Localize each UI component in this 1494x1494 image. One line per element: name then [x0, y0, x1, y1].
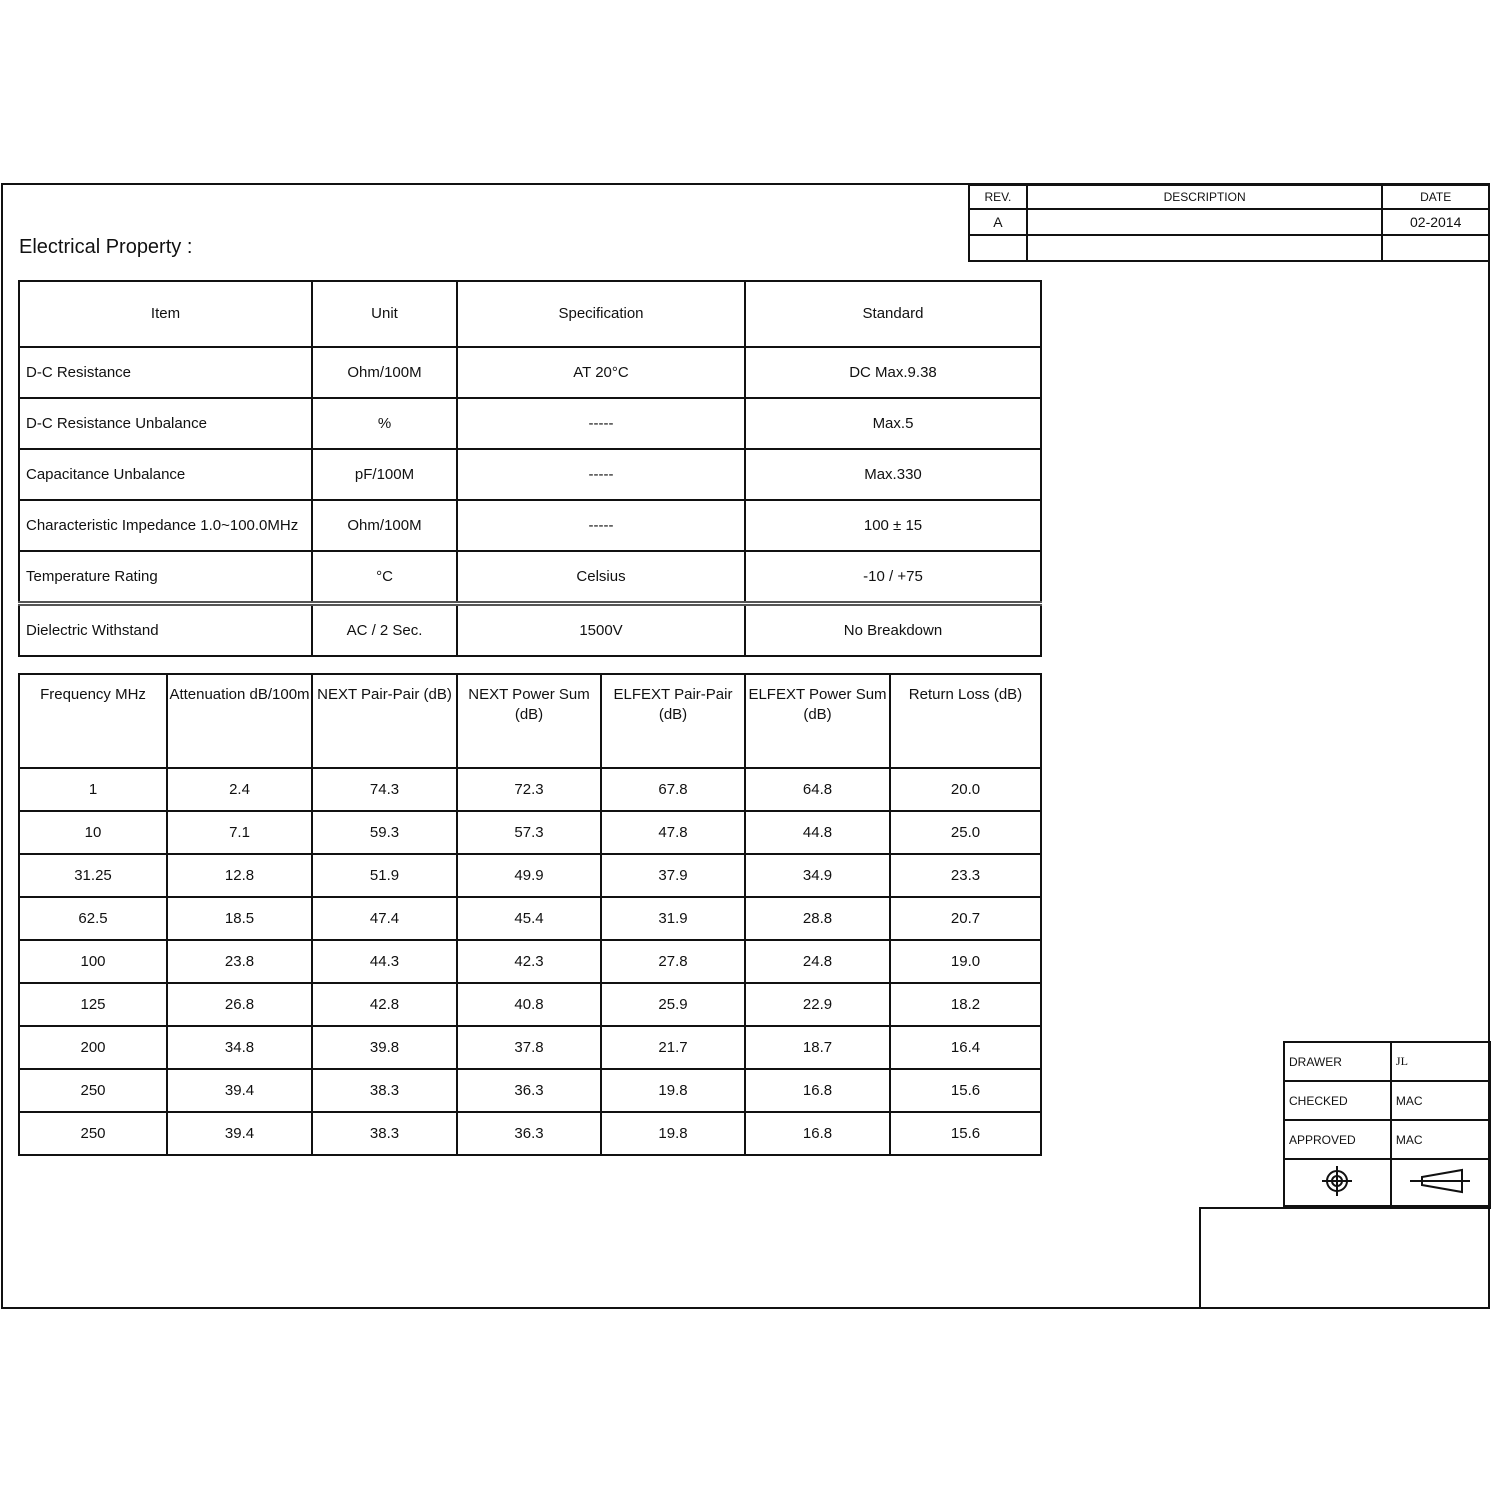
electrical-property-table	[18, 280, 1042, 657]
description-value	[1027, 209, 1383, 235]
unit-header: Unit	[312, 281, 457, 347]
standard-cell: -10 / +75	[745, 551, 1041, 604]
approved-label: APPROVED	[1284, 1120, 1391, 1159]
standard-cell: DC Max.9.38	[745, 347, 1041, 398]
unit-cell: %	[312, 398, 457, 449]
spec-cell: AT 20°C	[457, 347, 745, 398]
spec-cell: -----	[457, 500, 745, 551]
item-header: Item	[19, 281, 312, 347]
date-value	[1382, 235, 1489, 261]
elfext-pair-header: ELFEXT Pair-Pair (dB)	[601, 674, 745, 768]
table-cell: 38.3	[312, 1069, 457, 1112]
table-cell: 39.4	[167, 1112, 312, 1155]
item-cell: D-C Resistance Unbalance	[19, 398, 312, 449]
table-cell: 57.3	[457, 811, 601, 854]
table-cell: 20.0	[890, 768, 1041, 811]
projection-target-icon	[1284, 1159, 1391, 1206]
table-cell: 22.9	[745, 983, 890, 1026]
table-cell: 25.0	[890, 811, 1041, 854]
table-row	[19, 449, 1041, 500]
drawer-label: DRAWER	[1284, 1042, 1391, 1081]
attenuation-header: Attenuation dB/100m	[167, 674, 312, 768]
table-cell: 38.3	[312, 1112, 457, 1155]
checked-name: MAC	[1391, 1081, 1490, 1120]
unit-cell: Ohm/100M	[312, 500, 457, 551]
table-cell: 42.8	[312, 983, 457, 1026]
rev-value: A	[969, 209, 1027, 235]
table-cell: 47.4	[312, 897, 457, 940]
item-cell: D-C Resistance	[19, 347, 312, 398]
unit-cell: °C	[312, 551, 457, 604]
table-cell: 49.9	[457, 854, 601, 897]
item-cell: Capacitance Unbalance	[19, 449, 312, 500]
taper-projection-icon	[1391, 1159, 1490, 1206]
item-cell: Dielectric Withstand	[19, 604, 312, 657]
table-cell: 37.8	[457, 1026, 601, 1069]
frequency-header: Frequency MHz	[19, 674, 167, 768]
table-cell: 36.3	[457, 1069, 601, 1112]
date-header: DATE	[1382, 185, 1489, 209]
table-cell: 23.8	[167, 940, 312, 983]
table-cell: 18.7	[745, 1026, 890, 1069]
unit-cell: pF/100M	[312, 449, 457, 500]
table-cell: 39.8	[312, 1026, 457, 1069]
table-cell: 34.8	[167, 1026, 312, 1069]
table-row	[19, 1069, 1041, 1112]
table-cell: 19.0	[890, 940, 1041, 983]
table-cell: 7.1	[167, 811, 312, 854]
table-row	[19, 897, 1041, 940]
standard-cell: No Breakdown	[745, 604, 1041, 657]
table-row	[19, 604, 1041, 657]
table-cell: 47.8	[601, 811, 745, 854]
table-cell: 44.8	[745, 811, 890, 854]
next-pair-header: NEXT Pair-Pair (dB)	[312, 674, 457, 768]
next-power-sum-header: NEXT Power Sum (dB)	[457, 674, 601, 768]
description-header: DESCRIPTION	[1027, 185, 1383, 209]
table-cell: 16.8	[745, 1069, 890, 1112]
revision-block	[968, 184, 1490, 262]
table-cell: 72.3	[457, 768, 601, 811]
description-value	[1027, 235, 1383, 261]
table-cell: 16.4	[890, 1026, 1041, 1069]
checked-label: CHECKED	[1284, 1081, 1391, 1120]
table-cell: 34.9	[745, 854, 890, 897]
table-row	[19, 500, 1041, 551]
table-cell: 200	[19, 1026, 167, 1069]
table-cell: 250	[19, 1112, 167, 1155]
table-cell: 23.3	[890, 854, 1041, 897]
spec-cell: -----	[457, 449, 745, 500]
rev-value	[969, 235, 1027, 261]
standard-header: Standard	[745, 281, 1041, 347]
elfext-power-sum-header: ELFEXT Power Sum (dB)	[745, 674, 890, 768]
table-cell: 36.3	[457, 1112, 601, 1155]
table-cell: 67.8	[601, 768, 745, 811]
table-cell: 19.8	[601, 1112, 745, 1155]
table-cell: 74.3	[312, 768, 457, 811]
table-cell: 62.5	[19, 897, 167, 940]
table-cell: 125	[19, 983, 167, 1026]
table-row	[19, 1112, 1041, 1155]
table-cell: 25.9	[601, 983, 745, 1026]
drawer-name: JL	[1391, 1042, 1490, 1081]
table-row	[19, 854, 1041, 897]
table-row	[19, 811, 1041, 854]
table-cell: 26.8	[167, 983, 312, 1026]
page-title: Electrical Property :	[19, 236, 193, 258]
table-cell: 51.9	[312, 854, 457, 897]
standard-cell: 100 ± 15	[745, 500, 1041, 551]
return-loss-header: Return Loss (dB)	[890, 674, 1041, 768]
title-box	[1199, 1207, 1491, 1309]
unit-cell: AC / 2 Sec.	[312, 604, 457, 657]
table-row	[19, 1026, 1041, 1069]
rev-header: REV.	[969, 185, 1027, 209]
table-row	[19, 768, 1041, 811]
table-cell: 2.4	[167, 768, 312, 811]
table-cell: 39.4	[167, 1069, 312, 1112]
table-row	[19, 551, 1041, 604]
frequency-table	[18, 673, 1042, 1156]
table-cell: 12.8	[167, 854, 312, 897]
table-cell: 15.6	[890, 1112, 1041, 1155]
table-cell: 20.7	[890, 897, 1041, 940]
table-cell: 15.6	[890, 1069, 1041, 1112]
item-cell: Characteristic Impedance 1.0~100.0MHz	[19, 500, 312, 551]
table-row	[19, 347, 1041, 398]
table-cell: 24.8	[745, 940, 890, 983]
table-cell: 64.8	[745, 768, 890, 811]
standard-cell: Max.330	[745, 449, 1041, 500]
table-cell: 44.3	[312, 940, 457, 983]
table-cell: 31.25	[19, 854, 167, 897]
table-cell: 27.8	[601, 940, 745, 983]
table-cell: 40.8	[457, 983, 601, 1026]
table-cell: 59.3	[312, 811, 457, 854]
table-cell: 100	[19, 940, 167, 983]
signature-block	[1283, 1041, 1491, 1207]
table-cell: 31.9	[601, 897, 745, 940]
table-cell: 16.8	[745, 1112, 890, 1155]
standard-cell: Max.5	[745, 398, 1041, 449]
spec-header: Specification	[457, 281, 745, 347]
spec-cell: Celsius	[457, 551, 745, 604]
table-cell: 18.5	[167, 897, 312, 940]
spec-cell: 1500V	[457, 604, 745, 657]
spec-cell: -----	[457, 398, 745, 449]
table-cell: 1	[19, 768, 167, 811]
table-row	[19, 940, 1041, 983]
item-cell: Temperature Rating	[19, 551, 312, 604]
table-row	[19, 983, 1041, 1026]
table-cell: 250	[19, 1069, 167, 1112]
table-cell: 19.8	[601, 1069, 745, 1112]
table-cell: 42.3	[457, 940, 601, 983]
table-cell: 10	[19, 811, 167, 854]
table-cell: 28.8	[745, 897, 890, 940]
approved-name: MAC	[1391, 1120, 1490, 1159]
table-cell: 37.9	[601, 854, 745, 897]
table-cell: 45.4	[457, 897, 601, 940]
unit-cell: Ohm/100M	[312, 347, 457, 398]
table-row	[19, 398, 1041, 449]
table-cell: 18.2	[890, 983, 1041, 1026]
table-cell: 21.7	[601, 1026, 745, 1069]
date-value: 02-2014	[1382, 209, 1489, 235]
